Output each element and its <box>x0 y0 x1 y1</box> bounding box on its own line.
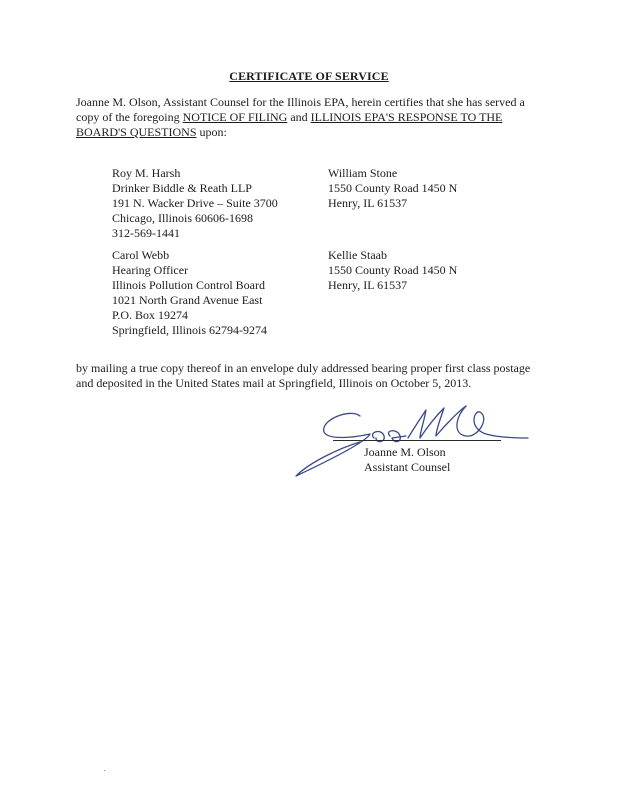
recipient-address-block <box>112 166 278 241</box>
certification-statement <box>76 95 546 140</box>
recipient-name: Kellie Staab <box>328 248 387 262</box>
recipient-name: Carol Webb <box>112 248 170 262</box>
intro-and: and <box>287 110 311 124</box>
address-line: Illinois Pollution Control Board <box>112 278 266 292</box>
intro-prefix: Joanne M. Olson, Assistant Counsel for the Illinois EPA, herein certifies that she has served a copy of the foregoing <box>76 95 525 124</box>
address-line: 1021 North Grand Avenue East <box>112 293 263 307</box>
address-line: Henry, IL 61537 <box>328 196 408 210</box>
address-line: P.O. Box 19274 <box>112 308 189 322</box>
signatory-name: Joanne M. Olson <box>364 445 446 459</box>
signature-line <box>333 440 501 441</box>
intro-suffix: upon: <box>196 125 227 139</box>
phone-number: 312-569-1441 <box>112 226 180 240</box>
address-line: Springfield, Illinois 62794-9274 <box>112 323 267 337</box>
address-line: 1550 County Road 1450 N <box>328 263 458 277</box>
signature-block <box>364 445 450 475</box>
recipient-address-block <box>328 166 457 211</box>
document-title: CERTIFICATE OF SERVICE <box>229 69 389 83</box>
document-reference-notice: NOTICE OF FILING <box>182 110 288 124</box>
recipient-name: Roy M. Harsh <box>112 166 181 180</box>
document-reference-response: ILLINOIS EPA'S RESPONSE TO THE BOARD'S QUESTIONS <box>76 110 503 139</box>
address-line: Chicago, Illinois 60606-1698 <box>112 211 253 225</box>
address-line: 191 N. Wacker Drive – Suite 3700 <box>112 196 278 210</box>
page-speck <box>104 770 105 771</box>
service-statement: by mailing a true copy thereof in an envelope duly addressed bearing proper first class postage and deposited in the United States mail at Springfield, Illinois on October 5, 2013. <box>76 361 531 390</box>
recipient-address-block <box>328 248 457 293</box>
address-line: 1550 County Road 1450 N <box>328 181 458 195</box>
recipient-name: William Stone <box>328 166 398 180</box>
recipient-title: Hearing Officer <box>112 263 189 277</box>
signatory-title: Assistant Counsel <box>364 460 451 474</box>
address-line: Drinker Biddle & Reath LLP <box>112 181 252 195</box>
address-line: Henry, IL 61537 <box>328 278 408 292</box>
recipient-address-block <box>112 248 267 338</box>
